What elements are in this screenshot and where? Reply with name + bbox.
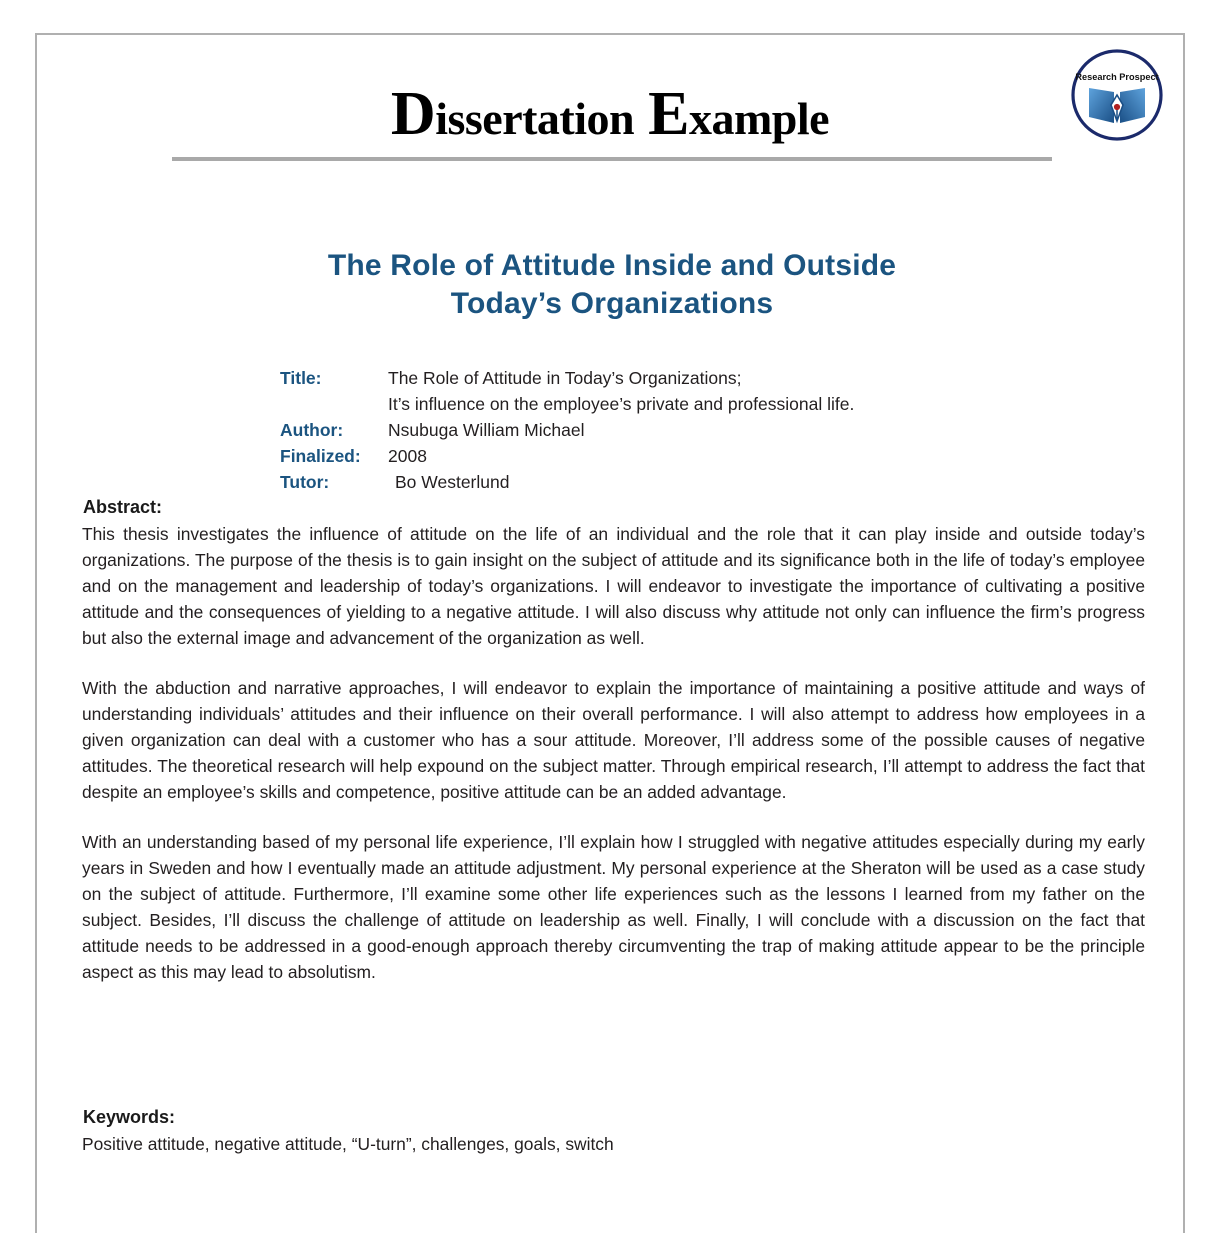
- metadata-value-author: Nsubuga William Michael: [388, 420, 585, 440]
- metadata-row-title: [280, 365, 1080, 391]
- abstract-paragraph-3: With an understanding based of my personal life experience, I’ll explain how I struggled with negative attitudes especially during my early years in Sweden and how I eventually made an attitude adjustment. My personal experience at the Sheraton will be used as a case study on the subject of attitude. Furthermore, I’ll examine some other life experiences such as the lessons I learned from my father on the subject. Besides, I’ll discuss the challenge of attitude on leadership as well. Finally, I will conclude with a discussion on the fact that attitude needs to be addressed in a good-enough approach thereby circumventing the trap of making attitude appear to be the principle aspect as this may lead to absolutism.: [82, 832, 1145, 982]
- metadata-value-tutor: Bo Westerlund: [395, 472, 510, 492]
- metadata-value-title: The Role of Attitude in Today’s Organizations;: [388, 368, 742, 388]
- metadata-label-tutor: Tutor:: [280, 472, 330, 492]
- masthead-divider: [172, 157, 1052, 161]
- paper-heading: [97, 247, 1127, 324]
- page-title: [390, 80, 830, 148]
- metadata-row-tutor: [280, 469, 1080, 495]
- metadata-value-title-line-2: It’s influence on the employee’s private and professional life.: [388, 394, 855, 414]
- metadata-label-finalized: Finalized:: [280, 446, 361, 466]
- keywords-value: Positive attitude, negative attitude, “U-turn”, challenges, goals, switch: [82, 1134, 614, 1154]
- abstract-section: [82, 497, 1145, 985]
- metadata-label-author: Author:: [280, 420, 344, 440]
- document-page: [35, 33, 1185, 1233]
- title-rest-dissertation: issertation: [435, 93, 635, 144]
- title-rest-example: xample: [688, 93, 830, 144]
- metadata-block: [280, 365, 1080, 495]
- metadata-row-finalized: [280, 443, 1080, 469]
- masthead: [37, 80, 1183, 148]
- keywords-section: [82, 1107, 1145, 1157]
- paper-heading-line-2: Today’s Organizations: [450, 287, 774, 321]
- abstract-label: Abstract:: [83, 497, 163, 517]
- paper-heading-line-1: The Role of Attitude Inside and Outside: [327, 249, 897, 282]
- svg-text:Research Prospect: Research Prospect: [1075, 72, 1159, 82]
- keywords-label: Keywords:: [83, 1107, 176, 1127]
- metadata-row-author: [280, 417, 1080, 443]
- abstract-paragraph-1: This thesis investigates the influence of attitude on the life of an individual and the role that it can play inside and outside today’s organizations. The purpose of the thesis is to gain insight on the subject of attitude and its significance both in the life of today’s employee and on the management and leadership of today’s organizations. I will endeavor to investigate the importance of cultivating a positive attitude and the consequences of yielding to a negative attitude. I will also discuss why attitude not only can influence the firm’s progress but also the external image and advancement of the organization as well.: [82, 524, 1145, 648]
- metadata-value-finalized: 2008: [388, 446, 427, 466]
- title-cap-e: E: [648, 80, 689, 148]
- metadata-label-title: Title:: [280, 368, 322, 388]
- title-cap-d: D: [390, 80, 436, 148]
- abstract-paragraph-2: With the abduction and narrative approaches, I will endeavor to explain the importance of maintaining a positive attitude and ways of understanding individuals’ attitudes and their influence on their overall performance. I will also attempt to address how employees in a given organization can deal with a customer who has a sour attitude. Moreover, I’ll address some of the possible causes of negative attitudes. The theoretical research will help expound on the subject matter. Through empirical research, I’ll attempt to address the fact that despite an employee’s skills and competence, positive attitude can be an added advantage.: [82, 678, 1145, 802]
